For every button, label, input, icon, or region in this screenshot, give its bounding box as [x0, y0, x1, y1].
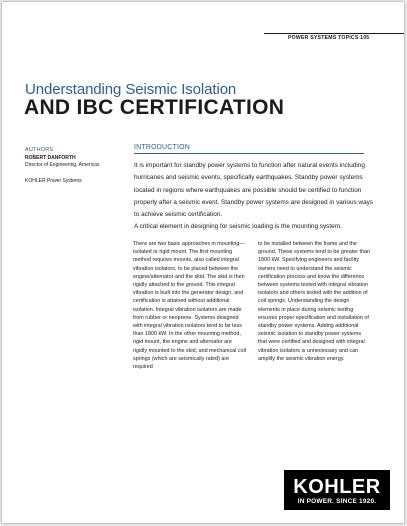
title-line-2: AND IBC CERTIFICATION	[24, 96, 285, 119]
header-rule	[264, 33, 404, 34]
body-column-left	[133, 240, 246, 371]
lead-text	[134, 160, 378, 234]
author-name: ROBERT DANFORTH	[25, 155, 76, 161]
lead-paragraph-emphasis: A critical element in designing for seismic loading is the mounting system.	[134, 223, 342, 231]
introduction-heading: INTRODUCTION	[134, 144, 191, 151]
logo-wordmark: KOHLER	[293, 476, 381, 498]
kohler-logo	[284, 470, 390, 510]
title-line-1: Understanding Seismic Isolation	[25, 81, 237, 98]
introduction-rule	[134, 153, 364, 154]
series-label: POWER SYSTEMS TOPICS 105	[288, 35, 370, 41]
body-paragraph: to be installed between the frame and the ground. These systems tend to be greater than 1800 kW. Specifying engineers and facility owners need to understand the seismic certification process and know the difference between systems tested with integral vibration isolators and others tested with the addition of coil springs. Understanding the design elements in place during seismic testing ensures proper specification and installation of standby power systems. Adding additional seismic isolation to standby power systems that were certified and designed with integral vibration isolators is unnecessary and can amplify the seismic vibration energy.	[258, 241, 370, 362]
lead-paragraph: It is important for standby power systems to function after natural events including hurricanes and seismic events, specifically earthquakes. Standby power systems located in regions where earthquakes are possible should be certified to function properly after a seismic event. Standby power systems are designed in various ways to achieve seismic certification.	[134, 162, 374, 219]
body-column-right	[258, 240, 371, 363]
logo-tagline: IN POWER. SINCE 1920.	[297, 498, 377, 505]
body-paragraph: There are two basic approaches in mounting—isolated or rigid mount. The first mounting method requires mounts, also called integral vibration isolators, to be placed between the engine/alternator and the skid. The skid is then rigidly attached to the ground. This integral vibration is built into the generator design, and certification is attained without additional isolation. Integral vibration isolators are made from rubber or neoprene. Systems designed with integral vibration isolators tend to be less than 1800 kW. In the other mounting method, rigid mount, the engine and alternator are rigidly mounted to the skid, and mechanical coil springs (which are seismically rated) are required	[133, 241, 246, 371]
document-page	[2, 2, 404, 523]
authors-heading: AUTHORS	[25, 147, 54, 153]
author-role: Director of Engineering, Americas	[25, 162, 100, 168]
author-organization: KOHLER Power Systems	[25, 178, 82, 184]
